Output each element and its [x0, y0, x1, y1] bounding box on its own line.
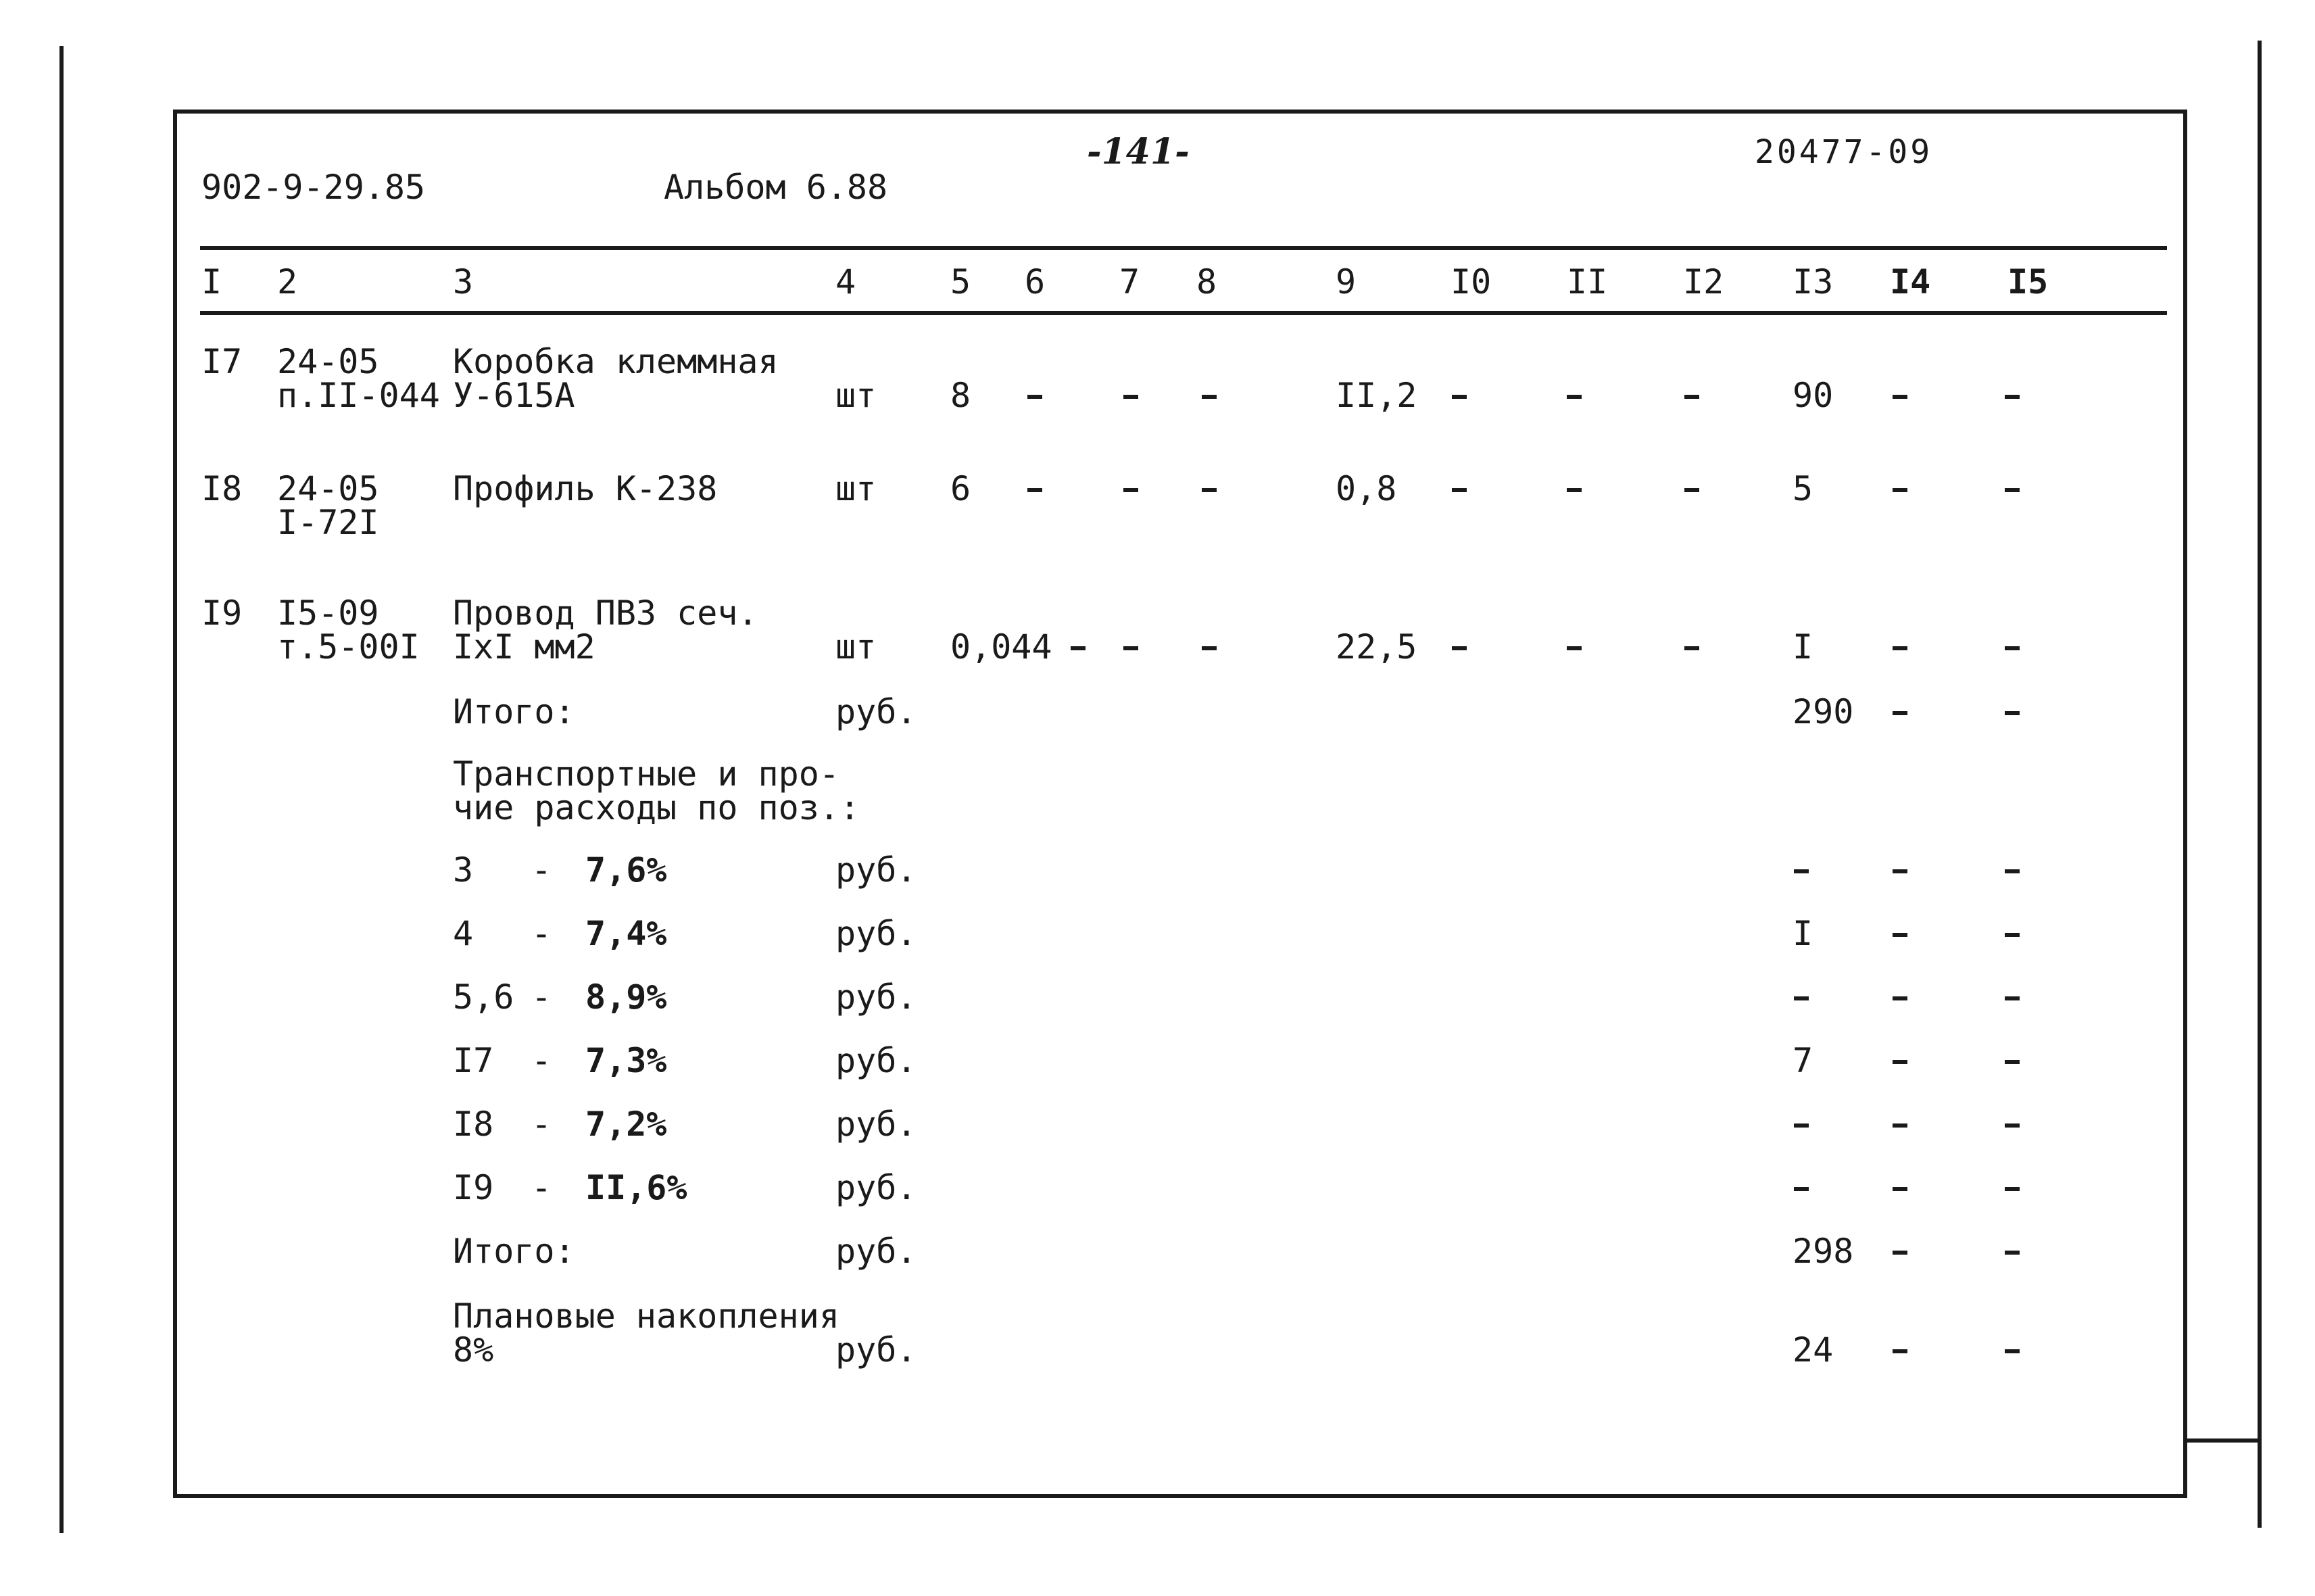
col-header-10: I0 [1451, 262, 1492, 301]
col-header-12: I2 [1683, 262, 1724, 301]
transport-item-pos: 3 [453, 850, 474, 890]
row17-col11-dash [1567, 395, 1582, 399]
row19-name-line1: Провод ПВЗ сеч. [453, 594, 758, 633]
row17-col15-dash [2005, 395, 2020, 399]
row17-col8-dash [1202, 395, 1217, 399]
transport-item-col14-dash [1893, 1123, 1907, 1128]
transport-item-pos: I8 [453, 1105, 494, 1144]
itogo1-label: Итого: [453, 692, 575, 731]
transport-item-value: 7 [1793, 1041, 1813, 1080]
transport-item-sep: - [531, 850, 552, 890]
row19-col15-dash [2005, 646, 2020, 650]
plan-value: 24 [1793, 1330, 1834, 1370]
right-margin-line [2258, 41, 2262, 1528]
row18-col12-dash [1684, 488, 1699, 492]
col-header-8: 8 [1196, 262, 1217, 301]
transport-item-pct: II,6% [585, 1168, 687, 1207]
transport-item-unit: руб. [835, 1105, 917, 1144]
transport-item-col13-dash [1794, 869, 1809, 873]
row17-col13: 90 [1793, 376, 1834, 415]
plan-col14-dash [1893, 1349, 1907, 1353]
col-header-13: I3 [1793, 262, 1834, 301]
row18-unit: шт [835, 469, 877, 508]
transport-item-pct: 8,9% [585, 977, 667, 1017]
row18-number: I8 [201, 469, 243, 508]
transport-item-sep: - [531, 977, 552, 1017]
row19-unit: шт [835, 627, 877, 667]
row19-col5: 0,044 [950, 627, 1052, 667]
row19-col14-dash [1893, 646, 1907, 650]
itogo1-col14-dash [1893, 711, 1907, 715]
row17-code-line1: 24-05 [277, 342, 379, 381]
transport-item-pct: 7,2% [585, 1105, 667, 1144]
row17-name-line1: Коробка клеммная [453, 342, 779, 381]
itogo2-label: Итого: [453, 1232, 575, 1271]
transport-item-sep: - [531, 914, 552, 953]
transport-item-sep: - [531, 1041, 552, 1080]
transport-item-col15-dash [2005, 996, 2020, 1000]
transport-item-col13-dash [1794, 1123, 1809, 1128]
row18-col7-dash [1123, 488, 1138, 492]
transport-item-col15-dash [2005, 933, 2020, 937]
row19-col12-dash [1684, 646, 1699, 650]
row18-col9: 0,8 [1336, 469, 1397, 508]
transport-item-col14-dash [1893, 933, 1907, 937]
itogo2-value: 298 [1793, 1232, 1854, 1271]
row19-col6-dash [1071, 646, 1086, 650]
itogo2-col15-dash [2005, 1251, 2020, 1255]
row19-col10-dash [1452, 646, 1467, 650]
col-header-15: I5 [2007, 262, 2049, 301]
row19-code-line1: I5-09 [277, 594, 379, 633]
transport-item-col14-dash [1893, 869, 1907, 873]
transport-item-col14-dash [1893, 1060, 1907, 1064]
col-header-2: 2 [277, 262, 298, 301]
row19-code-line2: т.5-00I [277, 627, 420, 667]
transport-item-unit: руб. [835, 1168, 917, 1207]
transport-item-unit: руб. [835, 914, 917, 953]
transport-item-col14-dash [1893, 1187, 1907, 1191]
transport-item-sep: - [531, 1105, 552, 1144]
transport-item-pos: I9 [453, 1168, 494, 1207]
col-header-6: 6 [1025, 262, 1046, 301]
row18-col10-dash [1452, 488, 1467, 492]
plan-unit: руб. [835, 1330, 917, 1370]
row17-unit: шт [835, 376, 877, 415]
row17-code-line2: п.II-044 [277, 376, 440, 415]
col-header-11: II [1567, 262, 1608, 301]
transport-item-col15-dash [2005, 1123, 2020, 1128]
transport-item-unit: руб. [835, 977, 917, 1017]
transport-item-col15-dash [2005, 869, 2020, 873]
row17-col9: II,2 [1336, 376, 1417, 415]
frame-left [173, 110, 177, 1498]
col-header-5: 5 [950, 262, 971, 301]
col-header-9: 9 [1336, 262, 1357, 301]
row19-name-line2: IxI мм2 [453, 627, 595, 667]
transport-item-unit: руб. [835, 850, 917, 890]
row18-col5: 6 [950, 469, 971, 508]
header-rule-bottom [200, 311, 2167, 315]
itogo1-unit: руб. [835, 692, 917, 731]
row19-col7-dash [1123, 646, 1138, 650]
page-number: -141- [1087, 131, 1190, 172]
row17-number: I7 [201, 342, 243, 381]
row18-code-line2: I-72I [277, 503, 379, 542]
header-rule-top [200, 246, 2167, 250]
frame-bottom [174, 1494, 2187, 1498]
left-margin-line [59, 46, 64, 1533]
frame-stub-right [2185, 1438, 2260, 1443]
row17-col7-dash [1123, 395, 1138, 399]
row19-col11-dash [1567, 646, 1582, 650]
row17-col14-dash [1893, 395, 1907, 399]
transport-item-unit: руб. [835, 1041, 917, 1080]
itogo1-col15-dash [2005, 711, 2020, 715]
transport-item-value: I [1793, 914, 1813, 953]
transport-item-col14-dash [1893, 996, 1907, 1000]
row17-col5: 8 [950, 376, 971, 415]
transport-item-pos: 4 [453, 914, 474, 953]
transport-item-col15-dash [2005, 1060, 2020, 1064]
transport-item-pos: I7 [453, 1041, 494, 1080]
row17-col6-dash [1027, 395, 1042, 399]
row18-col13: 5 [1793, 469, 1813, 508]
transport-label-line1: Транспортные и про- [453, 754, 839, 794]
row17-name-line2: У-615А [453, 376, 575, 415]
transport-item-col13-dash [1794, 996, 1809, 1000]
row19-number: I9 [201, 594, 243, 633]
col-header-4: 4 [835, 262, 856, 301]
row19-col8-dash [1202, 646, 1217, 650]
row18-col14-dash [1893, 488, 1907, 492]
transport-label-line2: чие расходы по поз.: [453, 788, 860, 827]
row18-name: Профиль К-238 [453, 469, 718, 508]
col-header-3: 3 [453, 262, 474, 301]
transport-item-col15-dash [2005, 1187, 2020, 1191]
transport-item-sep: - [531, 1168, 552, 1207]
row18-code-line1: 24-05 [277, 469, 379, 508]
plan-col15-dash [2005, 1349, 2020, 1353]
itogo2-col14-dash [1893, 1251, 1907, 1255]
row18-col15-dash [2005, 488, 2020, 492]
row19-col9: 22,5 [1336, 627, 1417, 667]
document-code: 902-9-29.85 [201, 168, 426, 207]
row18-col11-dash [1567, 488, 1582, 492]
stamp-number: 20477-09 [1755, 133, 1933, 171]
frame-right [2183, 110, 2187, 1498]
itogo1-value: 290 [1793, 692, 1854, 731]
transport-item-pct: 7,6% [585, 850, 667, 890]
col-header-1: I [201, 262, 222, 301]
transport-item-pct: 7,4% [585, 914, 667, 953]
row18-col6-dash [1027, 488, 1042, 492]
row17-col10-dash [1452, 395, 1467, 399]
transport-item-col13-dash [1794, 1187, 1809, 1191]
itogo2-unit: руб. [835, 1232, 917, 1271]
plan-label-line2: 8% [453, 1330, 494, 1370]
transport-item-pct: 7,3% [585, 1041, 667, 1080]
frame-top [174, 110, 2187, 114]
plan-label-line1: Плановые накопления [453, 1297, 839, 1336]
album-label: Альбом 6.88 [664, 168, 888, 207]
row19-col13: I [1793, 627, 1813, 667]
col-header-7: 7 [1119, 262, 1140, 301]
transport-item-pos: 5,6 [453, 977, 514, 1017]
row17-col12-dash [1684, 395, 1699, 399]
row18-col8-dash [1202, 488, 1217, 492]
col-header-14: I4 [1890, 262, 1931, 301]
